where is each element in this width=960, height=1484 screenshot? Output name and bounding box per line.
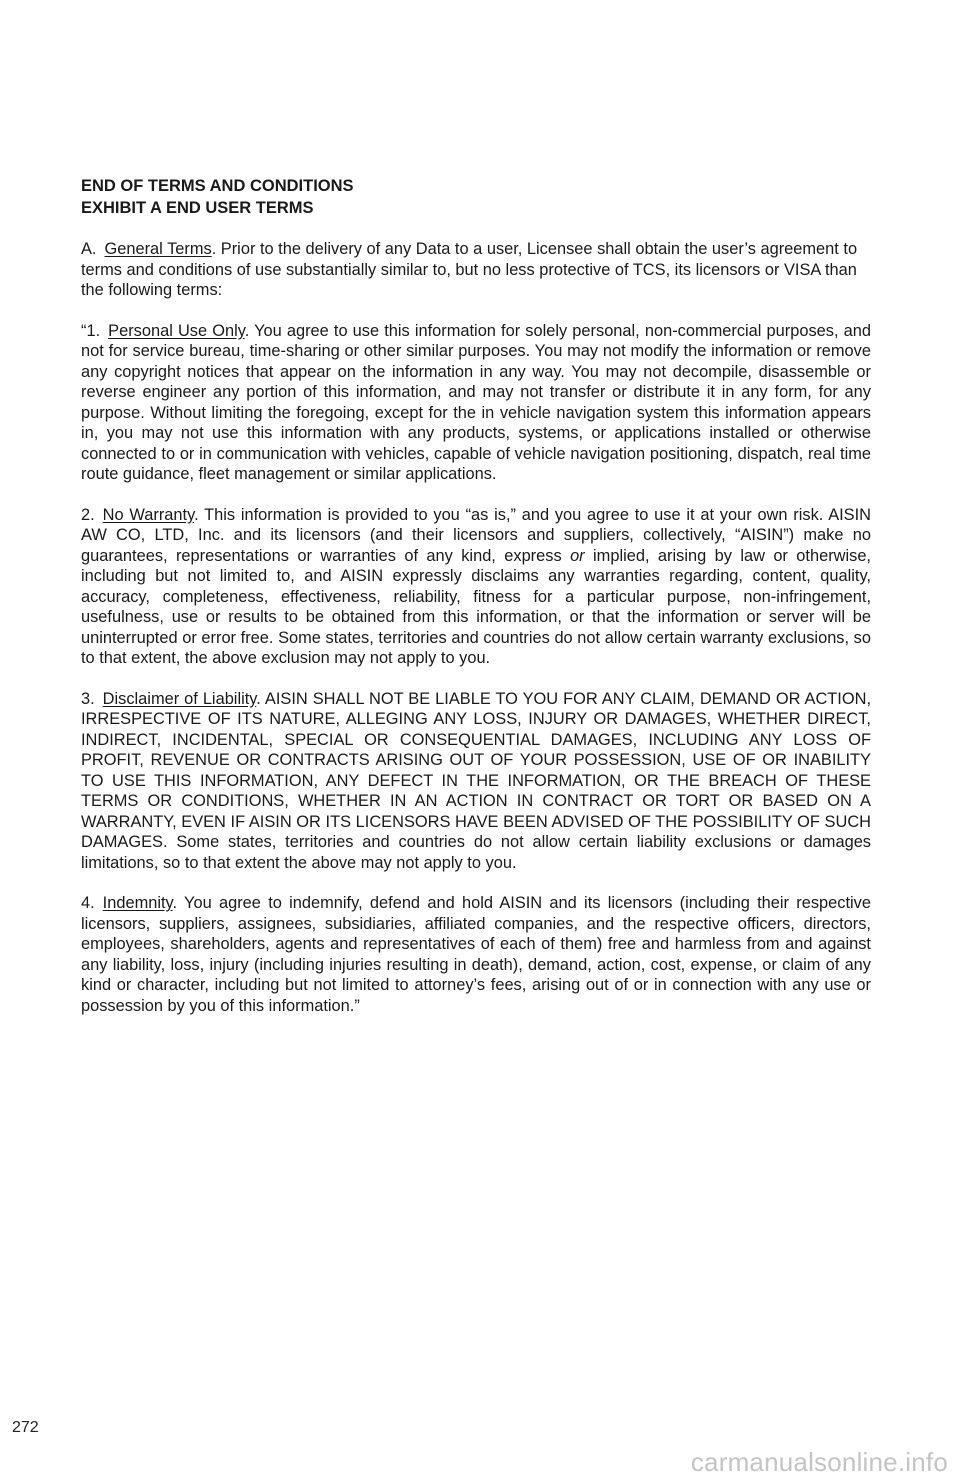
clause-2-prefix: 2.	[81, 505, 95, 524]
clause-1-personal-use	[81, 321, 871, 485]
clause-2-text-before: . This information is provided to you “as is,” and you agree to use it at your own risk. AISIN AW CO, LTD, Inc. and its licensors (and their licensors and suppliers, collectively, “AISIN”) make no guarantees, representations or warranties of any kind, express	[81, 505, 871, 565]
section-a-general-terms	[81, 239, 871, 301]
clause-1-prefix: “1.	[81, 321, 101, 340]
clause-3-disclaimer-of-liability	[81, 689, 871, 874]
section-a-title: General Terms	[104, 240, 212, 258]
document-heading-line-1: END OF TERMS AND CONDITIONS	[81, 177, 354, 195]
clause-2-title: No Warranty	[102, 505, 195, 524]
clause-1-title: Personal Use Only	[108, 321, 245, 340]
clause-3-text: . AISIN SHALL NOT BE LIABLE TO YOU FOR ANY CLAIM, DEMAND OR ACTION, IRRESPECTIVE OF ITS NATURE, ALLEGING ANY LOSS, INJURY OR DAMAGES, WHETHER DIRECT, INDIRECT, INCIDENTAL, SPECIAL OR CONSEQUENTIAL DAMAGES, INCLUDING ANY LOSS OF PROFIT, REVENUE OR CONTRACTS ARISING OUT OF YOUR POSSESSION, USE OF OR INABILITY TO USE THIS INFORMATION, ANY DEFECT IN THE INFORMATION, OR THE BREACH OF THESE TERMS OR CONDITIONS, WHETHER IN AN ACTION IN CONTRACT OR TORT OR BASED ON A WARRANTY, EVEN IF AISIN OR ITS LICENSORS HAVE BEEN ADVISED OF THE POSSIBILITY OF SUCH DAMAGES. Some states, territories and countries do not allow certain liability exclusions or damages limitations, so to that extent the above may not apply to you.	[81, 689, 871, 872]
document-page	[81, 175, 871, 1016]
section-a-prefix: A.	[81, 240, 97, 258]
site-watermark: carmanualsonline.info	[690, 1447, 948, 1477]
clause-2-no-warranty	[81, 505, 871, 669]
document-heading-line-2: EXHIBIT A END USER TERMS	[81, 199, 314, 217]
section-a-text: . Prior to the delivery of any Data to a user, Licensee shall obtain the user’s agreement to terms and conditions of use substantially similar to, but no less protective of TCS, its licensors or VISA than the following terms:	[81, 240, 858, 299]
clause-4-indemnity	[81, 893, 871, 1016]
clause-4-prefix: 4.	[81, 894, 95, 912]
clause-1-text: . You agree to use this information for solely personal, non-commercial purposes, and not for service bureau, time-sharing or other similar purposes. You may not modify the information or remove any copyright notices that appear on the information in any way. You may not decompile, disassemble or reverse engineer any portion of this information, and may not transfer or distribute it in any form, for any purpose. Without limiting the foregoing, except for the in vehicle navigation system this information appears in, you may not use this information with any products, systems, or applications installed or otherwise connected to or in communication with vehicles, capable of vehicle navigation positioning, dispatch, real time route guidance, fleet management or similar applications.	[81, 321, 871, 483]
clause-3-title: Disclaimer of Liability	[102, 689, 257, 708]
clause-2-text-after: implied, arising by law or otherwise, including but not limited to, and AISIN expressly disclaims any warranties regarding, content, quality, accuracy, completeness, effectiveness, reliability, fitness for a particular purpose, non-infringement, usefulness, use or results to be obtained from this information, or that the information or server will be uninterrupted or error free. Some states, territories and countries do not allow certain warranty exclusions, so to that extent, the above exclusion may not apply to you.	[81, 546, 871, 667]
clause-3-prefix: 3.	[81, 689, 95, 708]
clause-2-italic-word: or	[570, 546, 585, 565]
clause-4-text: . You agree to indemnify, defend and hold AISIN and its licensors (including their respective licensors, suppliers, assignees, subsidiaries, affiliated companies, and the respective officers, directors, employees, shareholders, agents and representatives of each of them) free and harmless from and against any liability, loss, injury (including injuries resulting in death), demand, action, cost, expense, or claim of any kind or character, including but not limited to attorney’s fees, arising out of or in connection with any use or possession by you of this information.”	[81, 894, 871, 1015]
page-number: 272	[12, 1419, 39, 1436]
clause-4-title: Indemnity	[102, 894, 173, 912]
